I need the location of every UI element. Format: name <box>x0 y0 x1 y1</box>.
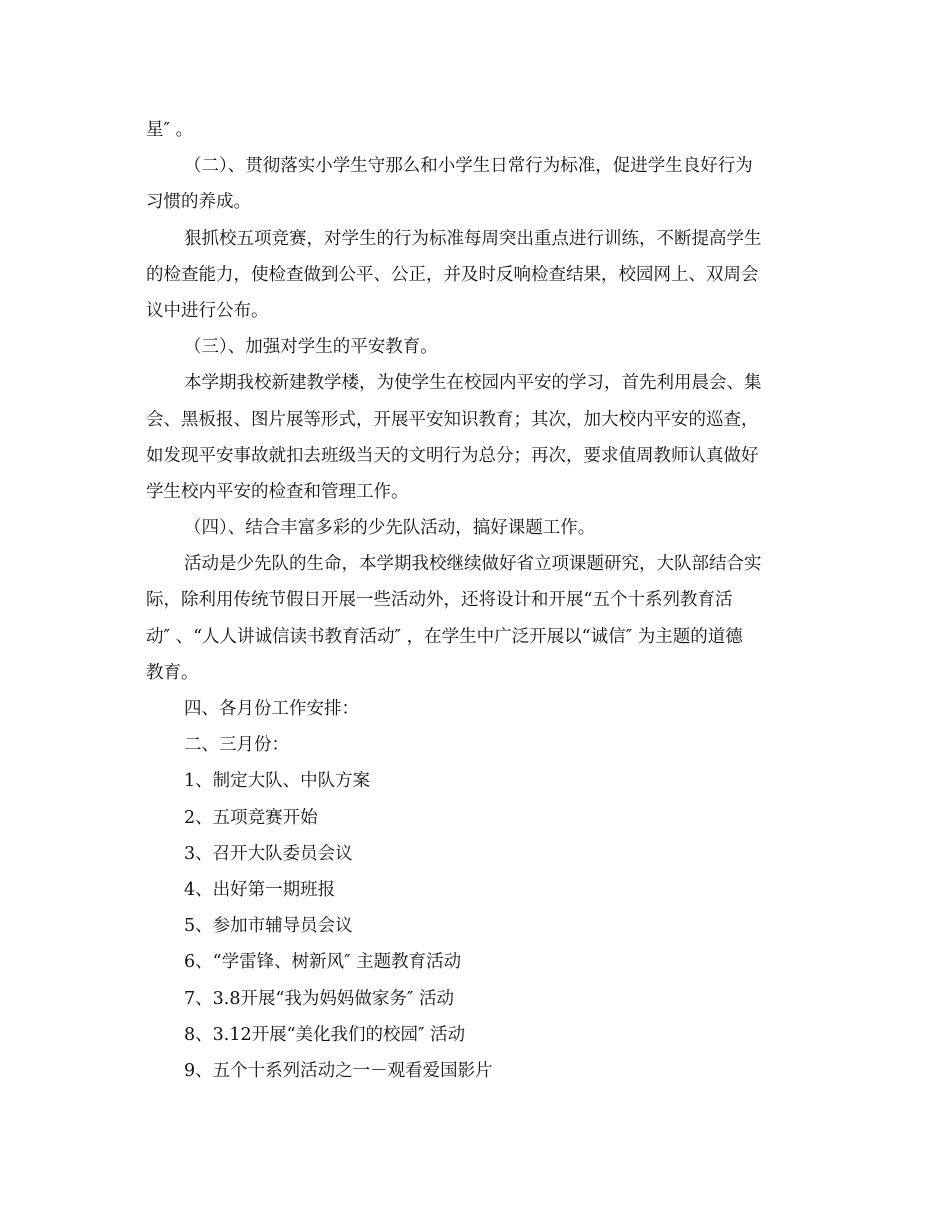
list-item: 9、五个十系列活动之一－观看爱国影片 <box>184 1060 493 1081</box>
list-item: 2、五项竞赛开始 <box>184 807 318 828</box>
text-line: 如发现平安事故就扣去班级当天的文明行为总分；再次，要求值周教师认真做好 <box>146 445 759 466</box>
list-item: 5、参加市辅导员会议 <box>184 916 353 937</box>
text-line: 议中进行公布。 <box>146 300 269 321</box>
section-heading: （四）、结合丰富多彩的少先队活动，搞好课题工作。 <box>184 518 596 539</box>
text-line: 的检查能力，使检查做到公平、公正，并及时反响检查结果，校园网上、双周会 <box>146 264 759 285</box>
paragraph-line: 狠抓校五项竞赛，对学生的行为标准每周突出重点进行训练，不断提高学生 <box>184 228 762 249</box>
list-item: 4、出好第一期班报 <box>184 879 336 900</box>
text-line: 教育。 <box>146 662 199 683</box>
section-heading: 四、各月份工作安排： <box>184 699 359 719</box>
list-item: 6、“学雷锋、树新风″ 主题教育活动 <box>184 952 462 973</box>
paragraph-line: 活动是少先队的生命，本学期我校继续做好省立项课题研究，大队部结合实 <box>184 554 762 575</box>
list-item: 1、制定大队、中队方案 <box>184 771 371 792</box>
paragraph-line: 本学期我校新建教学楼，为使学生在校园内平安的学习，首先利用晨会、集 <box>184 373 762 394</box>
list-item: 8、3.12开展“美化我们的校园″ 活动 <box>184 1024 466 1045</box>
section-heading: （二）、贯彻落实小学生守那么和小学生日常行为标准，促进学生良好行为 <box>184 156 753 177</box>
text-line: 学生校内平安的检查和管理工作。 <box>146 481 409 502</box>
text-line: 星″ 。 <box>146 120 194 140</box>
list-item: 3、召开大队委员会议 <box>184 843 353 864</box>
text-line: 动″ 、“人人讲诚信读书教育活动″ ，在学生中广泛开展以“诚信″ 为主题的道德 <box>146 626 743 647</box>
list-item: 7、3.8开展“我为妈妈做家务″ 活动 <box>184 988 455 1009</box>
document-body <box>146 112 806 1089</box>
list-heading: 二、三月份： <box>184 735 289 756</box>
text-line: 习惯的养成。 <box>146 192 251 213</box>
section-heading: （三）、加强对学生的平安教育。 <box>184 337 438 358</box>
text-line: 际，除利用传统节假日开展一些活动外，还将设计和开展“五个十系列教育活 <box>146 590 733 611</box>
text-line: 会、黑板报、图片展等形式，开展平安知识教育；其次，加大校内平安的巡查， <box>146 409 759 430</box>
